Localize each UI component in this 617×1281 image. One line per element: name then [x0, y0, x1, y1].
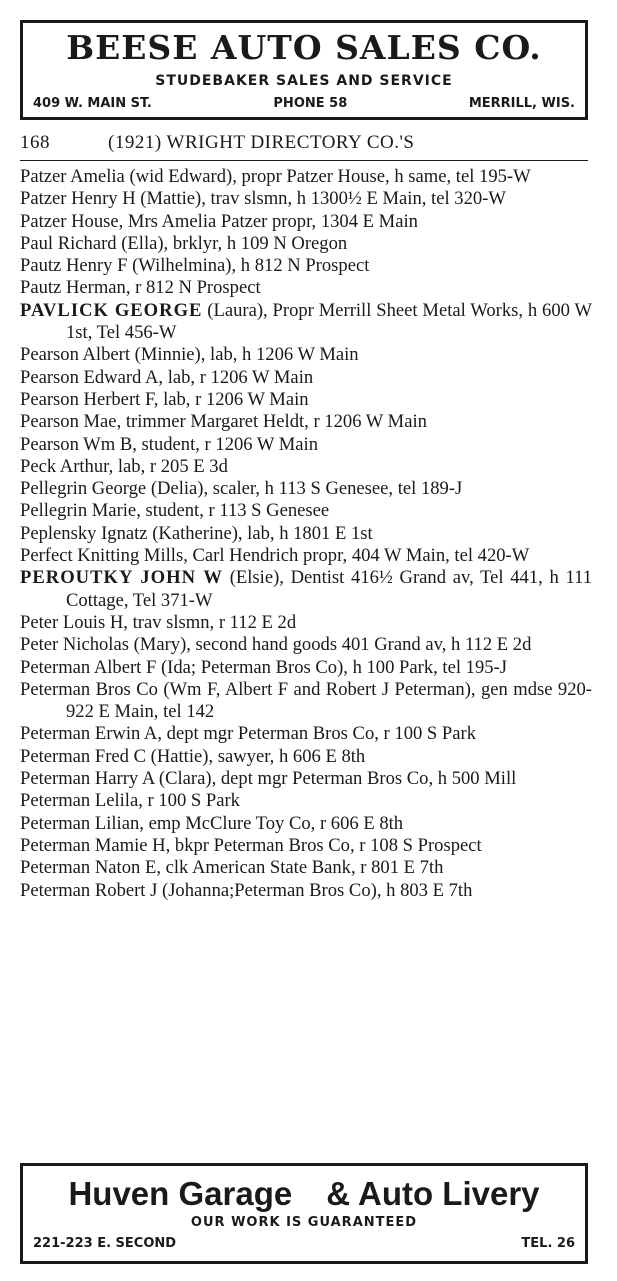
entry-name: Peterman Erwin A: [20, 723, 158, 745]
directory-entry: [20, 500, 592, 522]
directory-entry: [20, 344, 592, 366]
directory-entry: [20, 166, 592, 188]
directory-entry: [20, 746, 592, 768]
directory-entry: [20, 657, 592, 679]
directory-entry: [20, 277, 592, 299]
entry-details: , r 100 S Park: [138, 790, 240, 812]
entry-details: , Mrs Amelia Patzer propr, 1304 E Main: [118, 210, 418, 232]
directory-entry: [20, 367, 592, 389]
entry-details: (Clara), dept mgr Peterman Bros Co, h 500 Mill: [154, 768, 517, 790]
entry-details: , lab, r 205 E 3d: [108, 455, 228, 477]
directory-entry: [20, 233, 592, 255]
entry-details: (Ida; Peterman Bros Co), h 100 Park, tel 195-J: [156, 656, 507, 678]
directory-entry: [20, 300, 592, 345]
directory-entry: [20, 634, 592, 656]
entry-details: , trimmer Margaret Heldt, r 1206 W Main: [116, 411, 427, 433]
entry-details: (Elsie), Dentist 416½ Grand av, Tel 441, h 111 Cottage, Tel 371-W: [66, 567, 592, 611]
entry-name: Peterman Harry A: [20, 768, 155, 790]
entry-details: , student, r 113 S Genesee: [136, 500, 330, 522]
directory-entry: [20, 813, 592, 835]
directory-entry: [20, 768, 592, 790]
directory-entry: [20, 545, 592, 567]
entry-details: , lab, r 1206 W Main: [158, 366, 314, 388]
entry-name: Peterman Robert J: [20, 879, 158, 901]
ad-address: 221-223 E. SECOND: [33, 1236, 177, 1251]
entry-details: , trav slsmn, r 112 E 2d: [123, 611, 297, 633]
directory-entry: [20, 880, 592, 902]
entry-details: (Laura), Propr Merrill Sheet Metal Works, h 600 W 1st, Tel 456-W: [66, 299, 593, 344]
ad-city: MERRILL, WIS.: [468, 96, 575, 111]
ad-contact-row: [23, 1235, 585, 1253]
entry-name: Patzer Amelia: [20, 166, 125, 187]
entry-details: (Wilhelmina), h 812 N Prospect: [127, 255, 370, 277]
directory-entry: [20, 679, 592, 724]
entry-name: Pellegrin Marie: [20, 500, 137, 522]
page-title: (1921) WRIGHT DIRECTORY CO.'S: [108, 132, 415, 153]
directory-entry: [20, 857, 592, 879]
entry-name: Pautz Henry F: [20, 255, 128, 277]
ad-title: BEESE AUTO SALES CO.: [66, 28, 542, 67]
entry-name: Patzer House: [20, 210, 119, 232]
entry-details: (Mary), second hand goods 401 Grand av, h 112 E 2d: [128, 634, 532, 656]
entry-name: Pautz Herman: [20, 277, 126, 299]
directory-entry: [20, 567, 592, 612]
directory-entry: [20, 411, 592, 433]
ad-title-left: Huven Garage: [68, 1175, 293, 1212]
page-header: [20, 131, 588, 155]
entry-name: Peterman Fred C: [20, 745, 146, 767]
entry-details: , r 812 N Prospect: [125, 277, 261, 299]
directory-entry: [20, 835, 592, 857]
entry-name: Peplensky Ignatz: [20, 522, 148, 544]
advertisement-huven-garage: [20, 1163, 588, 1264]
directory-entry: [20, 188, 592, 210]
entry-name: Peterman Lilian: [20, 812, 140, 834]
directory-entry: [20, 456, 592, 478]
entry-name: Pellegrin George: [20, 478, 147, 500]
entry-name: Peterman Albert F: [20, 656, 157, 678]
directory-entry: [20, 211, 592, 233]
header-divider: [20, 160, 588, 161]
entry-details: (Mattie), trav slsmn, h 1300½ E Main, tel 320-W: [135, 188, 506, 210]
ad-title: [23, 1174, 585, 1214]
entry-name: Peterman Lelila: [20, 790, 139, 812]
entry-details: (Wm F, Albert F and Robert J Peterman), gen mdse 920-922 E Main, tel 142: [66, 678, 592, 723]
entry-name: Pearson Wm B: [20, 433, 133, 455]
directory-entry: [20, 523, 592, 545]
entry-name: Peter Nicholas: [20, 634, 129, 656]
entry-details: (Minnie), lab, h 1206 W Main: [130, 344, 359, 366]
directory-entry: [20, 255, 592, 277]
entry-name: Perfect Knitting Mills: [20, 545, 184, 567]
entry-name: PAVLICK GEORGE: [20, 299, 203, 321]
entry-details: (Johanna;Peterman Bros Co), h 803 E 7th: [157, 879, 473, 901]
entry-details: (Hattie), sawyer, h 606 E 8th: [146, 745, 366, 767]
entry-details: , clk American State Bank, r 801 E 7th: [156, 857, 444, 879]
directory-entries: [20, 166, 592, 902]
entry-name: Peck Arthur: [20, 455, 109, 477]
ad-tel: TEL. 26: [521, 1236, 575, 1251]
entry-details: , emp McClure Toy Co, r 606 E 8th: [139, 812, 404, 834]
directory-entry: [20, 434, 592, 456]
ad-contact-row: [23, 95, 585, 113]
entry-details: , student, r 1206 W Main: [132, 433, 319, 455]
directory-entry: [20, 478, 592, 500]
entry-details: , dept mgr Peterman Bros Co, r 100 S Park: [157, 723, 477, 745]
ad-subtitle: STUDEBAKER SALES AND SERVICE: [155, 73, 453, 89]
entry-details: (Katherine), lab, h 1801 E 1st: [147, 522, 373, 544]
entry-name: Patzer Henry H: [20, 188, 136, 210]
entry-name: Peterman Mamie H: [20, 834, 166, 856]
entry-name: Pearson Edward A: [20, 366, 159, 388]
entry-details: , bkpr Peterman Bros Co, r 108 S Prospect: [165, 834, 482, 856]
entry-name: Peterman Bros Co: [20, 678, 158, 700]
directory-entry: [20, 723, 592, 745]
directory-entry: [20, 389, 592, 411]
entry-details: (Ella), brklyr, h 109 N Oregon: [116, 232, 348, 254]
directory-entry: [20, 612, 592, 634]
entry-name: Peter Louis H: [20, 611, 124, 633]
ad-address: 409 W. MAIN ST.: [33, 96, 152, 111]
entry-details: (Delia), scaler, h 113 S Genesee, tel 189-J: [146, 478, 463, 500]
entry-details: , Carl Hendrich propr, 404 W Main, tel 420-W: [183, 545, 530, 567]
ad-title-right: & Auto Livery: [326, 1175, 540, 1212]
ad-phone: PHONE 58: [273, 96, 348, 111]
ad-subtitle: OUR WORK IS GUARANTEED: [190, 1215, 418, 1230]
entry-name: Pearson Mae: [20, 411, 117, 433]
advertisement-beese-auto: [20, 20, 588, 120]
entry-details: , lab, r 1206 W Main: [153, 388, 309, 410]
directory-entry: [20, 790, 592, 812]
entry-details: (wid Edward), propr Patzer House, h same, tel 195-W: [124, 166, 531, 187]
entry-name: Paul Richard: [20, 232, 117, 254]
entry-name: Pearson Herbert F: [20, 388, 154, 410]
entry-name: PEROUTKY JOHN W: [20, 567, 223, 589]
entry-name: Peterman Naton E: [20, 857, 157, 879]
page-number: 168: [20, 132, 50, 153]
entry-name: Pearson Albert: [20, 344, 130, 366]
